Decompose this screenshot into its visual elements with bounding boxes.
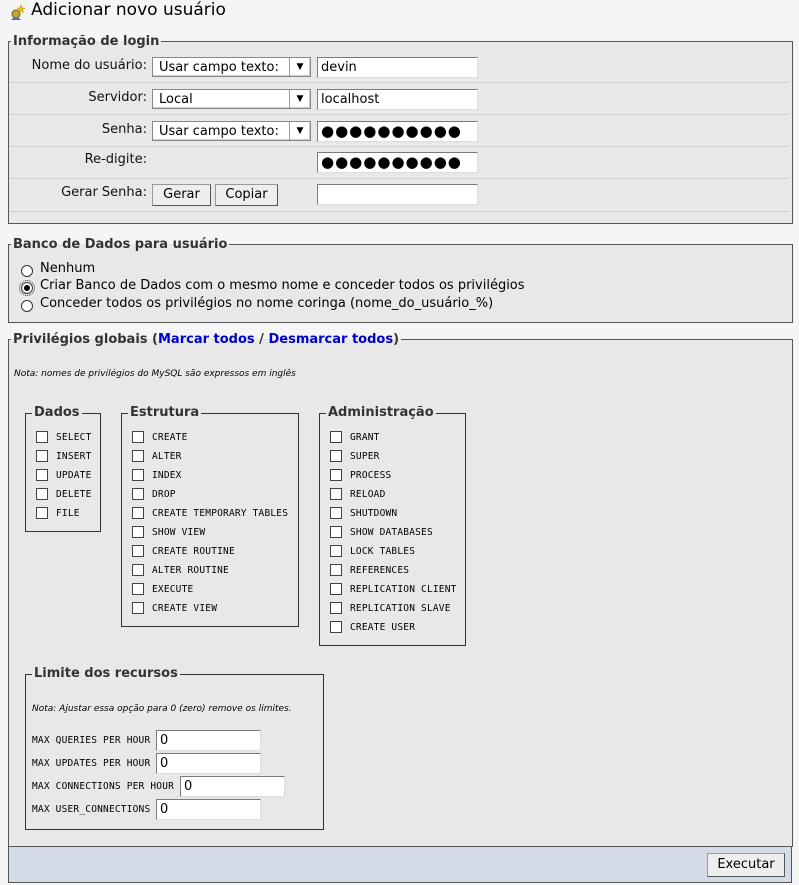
server-label: Servidor: (88, 90, 147, 105)
privilege-label: REPLICATION CLIENT (350, 584, 457, 595)
privileges-legend: Privilégios globais (Marcar todos / Desmarcar todos) (13, 332, 400, 347)
max-connections-input[interactable]: 0 (180, 776, 285, 797)
checkbox-process[interactable] (330, 469, 342, 481)
checkbox-alter-routine[interactable] (132, 564, 144, 576)
privilege-label: CREATE ROUTINE (152, 546, 235, 557)
privilege-label: GRANT (350, 432, 380, 443)
privilege-label: CREATE VIEW (152, 603, 218, 614)
max-updates-input[interactable]: 0 (156, 753, 261, 774)
checkbox-super[interactable] (330, 450, 342, 462)
divider (10, 178, 789, 179)
privilege-label: REFERENCES (350, 565, 410, 576)
radio-none-label: Nenhum (40, 261, 96, 276)
privilege-label: RELOAD (350, 489, 386, 500)
max-user-connections-input[interactable]: 0 (156, 799, 261, 820)
group-estrutura-title: Estrutura (130, 405, 200, 420)
checkbox-delete[interactable] (36, 488, 48, 500)
privilege-label: UPDATE (56, 470, 92, 481)
password-input[interactable]: ●●●●●●●●●● (317, 121, 478, 142)
radio-wildcard-label: Conceder todos os privilégios no nome coringa (nome_do_usuário_%) (40, 296, 494, 311)
max-queries-input[interactable]: 0 (156, 730, 261, 751)
checkbox-select[interactable] (36, 431, 48, 443)
privilege-label: CREATE USER (350, 622, 416, 633)
checkbox-create-view[interactable] (132, 602, 144, 614)
checkbox-lock-tables[interactable] (330, 545, 342, 557)
add-user-icon (9, 4, 25, 20)
checkbox-create-routine[interactable] (132, 545, 144, 557)
username-label: Nome do usuário: (31, 58, 147, 73)
privilege-label: CREATE TEMPORARY TABLES (152, 508, 289, 519)
privilege-label: LOCK TABLES (350, 546, 416, 557)
limit-label: MAX USER_CONNECTIONS (32, 804, 151, 815)
divider (10, 146, 789, 147)
checkbox-replication-client[interactable] (330, 583, 342, 595)
check-all-link[interactable]: Marcar todos (158, 332, 255, 347)
radio-none[interactable] (21, 265, 33, 277)
privilege-label: PROCESS (350, 470, 392, 481)
generate-button[interactable]: Gerar (152, 184, 211, 206)
checkbox-references[interactable] (330, 564, 342, 576)
divider (10, 82, 789, 83)
copy-button[interactable]: Copiar (215, 184, 278, 206)
uncheck-all-link[interactable]: Desmarcar todos (268, 332, 394, 347)
privilege-label: FILE (56, 508, 80, 519)
submit-button[interactable]: Executar (707, 853, 785, 877)
radio-wildcard[interactable] (21, 300, 33, 312)
divider (10, 114, 789, 115)
privilege-label: SHOW VIEW (152, 527, 206, 538)
chevron-down-icon: ▼ (289, 90, 310, 108)
checkbox-alter[interactable] (132, 450, 144, 462)
form-footer (8, 846, 792, 883)
privilege-label: ALTER (152, 451, 182, 462)
group-administracao-title: Administração (328, 405, 434, 420)
checkbox-update[interactable] (36, 469, 48, 481)
checkbox-insert[interactable] (36, 450, 48, 462)
login-legend: Informação de login (13, 34, 160, 49)
privilege-label: DELETE (56, 489, 92, 500)
username-input[interactable]: devin (317, 57, 478, 78)
checkbox-reload[interactable] (330, 488, 342, 500)
privilege-label: ALTER ROUTINE (152, 565, 229, 576)
limit-label: MAX CONNECTIONS PER HOUR (32, 781, 175, 792)
checkbox-show-view[interactable] (132, 526, 144, 538)
checkbox-shutdown[interactable] (330, 507, 342, 519)
username-mode-select[interactable]: Usar campo texto: ▼ (152, 57, 311, 77)
checkbox-drop[interactable] (132, 488, 144, 500)
retype-password-input[interactable]: ●●●●●●●●●● (317, 152, 478, 173)
checkbox-file[interactable] (36, 507, 48, 519)
password-mode-select[interactable]: Usar campo texto: ▼ (152, 121, 311, 141)
privilege-label: SHUTDOWN (350, 508, 398, 519)
privileges-note: Nota: nomes de privilégios do MySQL são expressos em inglês (14, 369, 296, 379)
privilege-label: DROP (152, 489, 176, 500)
checkbox-grant[interactable] (330, 431, 342, 443)
group-dados-title: Dados (34, 405, 80, 420)
checkbox-create-temporary-tables[interactable] (132, 507, 144, 519)
retype-label: Re-digite: (84, 152, 147, 167)
privilege-label: INDEX (152, 470, 182, 481)
group-estrutura (121, 413, 299, 627)
privilege-label: SUPER (350, 451, 380, 462)
privilege-label: SHOW DATABASES (350, 527, 433, 538)
checkbox-show-databases[interactable] (330, 526, 342, 538)
privilege-label: INSERT (56, 451, 92, 462)
limit-label: MAX UPDATES PER HOUR (32, 758, 151, 769)
radio-create-same-name[interactable] (21, 282, 33, 294)
chevron-down-icon: ▼ (289, 122, 310, 140)
checkbox-index[interactable] (132, 469, 144, 481)
generate-password-label: Gerar Senha: (61, 185, 147, 200)
checkbox-create-user[interactable] (330, 621, 342, 633)
checkbox-execute[interactable] (132, 583, 144, 595)
checkbox-create[interactable] (132, 431, 144, 443)
chevron-down-icon: ▼ (289, 58, 310, 76)
radio-create-same-name-label: Criar Banco de Dados com o mesmo nome e conceder todos os privilégios (40, 278, 525, 293)
password-label: Senha: (101, 122, 147, 137)
server-mode-select[interactable]: Local ▼ (152, 89, 311, 109)
checkbox-replication-slave[interactable] (330, 602, 342, 614)
limit-label: MAX QUERIES PER HOUR (32, 735, 151, 746)
page-title: Adicionar novo usuário (31, 0, 226, 20)
generated-password-input[interactable] (317, 184, 478, 205)
privilege-label: EXECUTE (152, 584, 194, 595)
database-legend: Banco de Dados para usuário (13, 237, 228, 252)
divider (10, 211, 789, 212)
privilege-label: REPLICATION SLAVE (350, 603, 451, 614)
privilege-label: CREATE (152, 432, 188, 443)
limits-legend: Limite dos recursos (34, 666, 178, 681)
limits-note: Nota: Ajustar essa opção para 0 (zero) remove os limites. (32, 704, 292, 714)
server-input[interactable]: localhost (317, 89, 478, 110)
privilege-label: SELECT (56, 432, 92, 443)
